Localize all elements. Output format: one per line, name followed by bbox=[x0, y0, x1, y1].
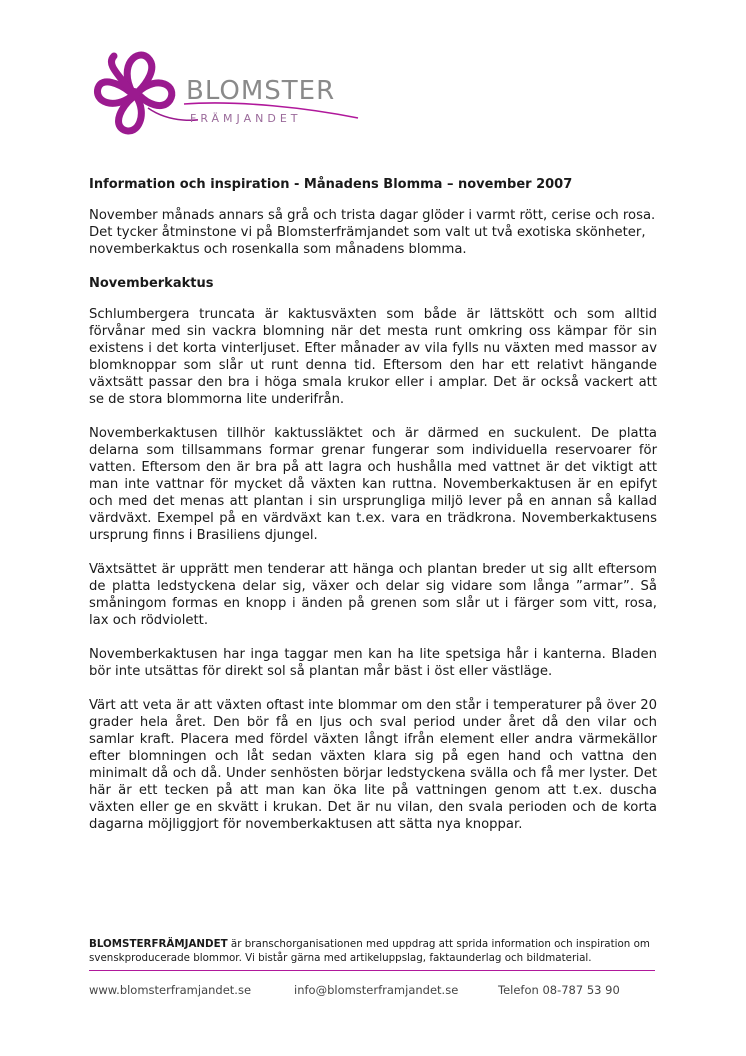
paragraph: Värt att veta är att växten oftast inte blommar om den står i temperaturer på över 20 grader hela året. Den bör få en ljus och sval period under året då den vilar och samlar kraft. Placera med fördel växten långt ifrån element eller andra värmekällor efter blomningen och låt sedan växten klara sig på egen hand och vattna den minimalt då och då. Under senhösten börjar ledstyckena svälla och få mer lyster. Det här är ett tecken på att man kan öka lite på vattningen genom att t.ex. duscha växten eller ge en skvätt i krukan. Det är nu vilan, den svala perioden och de korta dagarna möjliggjort för novemberkaktusen att sätta nya knoppar. bbox=[89, 698, 657, 832]
footer-org-text: är branschorganisationen med uppdrag att sprida information och inspiration om svenskproducerade blommor. Vi bistår gärna med artikeluppslag, faktaunderlag och bildmaterial. bbox=[89, 938, 650, 964]
footer-organisation-note bbox=[89, 937, 657, 965]
footer-divider bbox=[89, 970, 655, 971]
brand-name: BLOMSTER bbox=[186, 76, 336, 106]
brand-subtitle: FRÄMJANDET bbox=[190, 112, 302, 125]
paragraph: Växtsättet är upprätt men tenderar att hänga och plantan breder ut sig allt eftersom de platta ledstyckena delar sig, växer och delar sig vidare som långa ”armar”. Så småningom formas en knopp i änden på grenen som slår ut i färger som vitt, rosa, lax och rödviolett. bbox=[89, 562, 657, 628]
article-intro: November månads annars så grå och trista dagar glöder i varmt rött, cerise och rosa. Det tycker åtminstone vi på Blomsterfrämjandet som valt ut två exotiska skönheter, novemberkaktus och rosenkalla som månadens blomma. bbox=[89, 208, 656, 257]
paragraph: Novemberkaktusen tillhör kaktussläktet och är därmed en suckulent. De platta delarna som tillsammans formar grenar fungerar som individuella reservoarer för vatten. Eftersom den är bra på att lagra och hushålla med vattnet är det viktigt att man inte vattnar för mycket då växten kan ruttna. Novemberkaktusen är en epifyt och med det menas att plantan i sin ursprungliga miljö lever på en annan så kallad värdväxt. Exempel på en värdväxt kan t.ex. vara en trädkrona. Novemberkaktusens ursprung finns i Brasiliens djungel. bbox=[89, 426, 657, 543]
footer-org-name: BLOMSTERFRÄMJANDET bbox=[89, 938, 228, 950]
brand-logo bbox=[88, 44, 368, 144]
footer-phone: Telefon 08-787 53 90 bbox=[498, 983, 620, 997]
article-title: Information och inspiration - Månadens Blomma – november 2007 bbox=[89, 177, 573, 192]
paragraph: Schlumbergera truncata är kaktusväxten som både är lättskött och som alltid förvånar med sin vackra blomning när det mesta runt omkring oss kämpar för sin existens i det korta vinterljuset. Efter månader av vila fylls nu växten med massor av blomknoppar som slår ut runt denna tid. Eftersom den har ett relativt hängande växtsätt passar den bra i höga smala krukor eller i amplar. Det är också vackert att se de stora blommorna lite underifrån. bbox=[89, 307, 657, 407]
footer-website-link[interactable]: www.blomsterframjandet.se bbox=[89, 983, 252, 997]
article bbox=[89, 176, 657, 850]
paragraph: Novemberkaktusen har inga taggar men kan ha lite spetsiga hår i kanterna. Bladen bör inte utsättas för direkt sol så plantan mår bäst i öst eller västläge. bbox=[89, 647, 657, 679]
footer-email-link[interactable]: info@blomsterframjandet.se bbox=[294, 983, 459, 997]
section-heading: Novemberkaktus bbox=[89, 276, 214, 291]
